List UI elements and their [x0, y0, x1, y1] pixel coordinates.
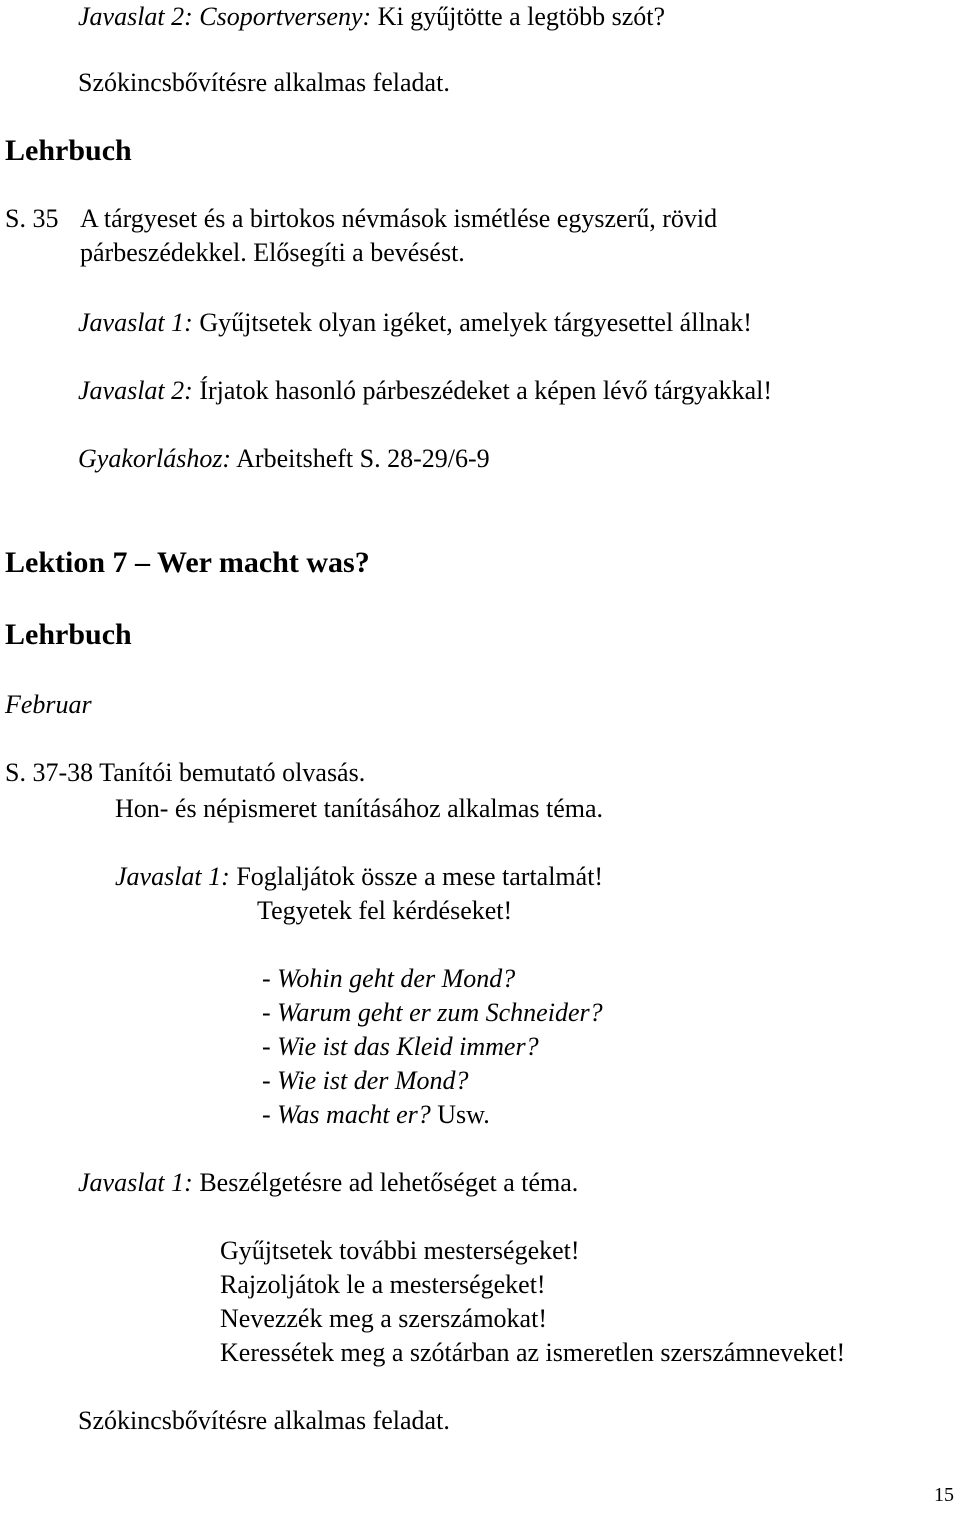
line-gyakorlashoz — [78, 446, 490, 472]
question-item: - Wohin geht der Mond? — [262, 964, 516, 993]
usw: Usw. — [430, 1100, 490, 1129]
line-tegyetek: Tegyetek fel kérdéseket! — [257, 896, 513, 925]
task-item: Rajzoljátok le a mesterségeket! — [220, 1270, 546, 1299]
line-csoportverseny — [78, 4, 665, 30]
question-item: - Warum geht er zum Schneider? — [262, 998, 603, 1027]
line-javaslat-1-foglaljatok — [115, 864, 603, 890]
text: Arbeitsheft S. 28-29/6-9 — [231, 444, 490, 473]
line-javaslat-1-beszelgetes — [78, 1170, 578, 1196]
line-parbeszedekkel: párbeszédekkel. Elősegíti a bevésést. — [80, 238, 465, 267]
month-februar: Februar — [5, 690, 92, 719]
page-number: 15 — [934, 1484, 954, 1506]
line-szokincs-2: Szókincsbővítésre alkalmas feladat. — [78, 1406, 450, 1435]
line-javaslat-2-parbeszed — [78, 378, 772, 404]
text: Írjatok hasonló párbeszédeket a képen lévő tárgyakkal! — [192, 376, 773, 405]
label-gyakorlashoz: Gyakorláshoz: — [78, 444, 232, 473]
heading-lehrbuch-2: Lehrbuch — [5, 618, 132, 651]
label-javaslat-1: Javaslat 1: — [78, 308, 193, 337]
text: Ki gyűjtötte a legtöbb szót? — [371, 2, 666, 31]
label-javaslat-2: Javaslat 2: — [78, 376, 193, 405]
text: Gyűjtsetek olyan igéket, amelyek tárgyesettel állnak! — [192, 308, 752, 337]
question-text: - Was macht er? — [262, 1100, 431, 1129]
line-targyeset: A tárgyeset és a birtokos névmások ismétlése egyszerű, rövid — [80, 204, 718, 233]
task-item: Gyűjtsetek további mesterségeket! — [220, 1236, 580, 1265]
text: Foglaljátok össze a mese tartalmát! — [229, 862, 604, 891]
text: Beszélgetésre ad lehetőséget a téma. — [192, 1168, 579, 1197]
line-szokincs: Szókincsbővítésre alkalmas feladat. — [78, 68, 450, 97]
page-ref-s35: S. 35 — [5, 204, 59, 233]
line-javaslat-1-igek — [78, 310, 752, 336]
task-item: Nevezzék meg a szerszámokat! — [220, 1304, 547, 1333]
question-item — [262, 1102, 490, 1128]
question-item: - Wie ist das Kleid immer? — [262, 1032, 539, 1061]
label-javaslat-2: Javaslat 2: Csoportverseny: — [78, 2, 372, 31]
line-hon-es-nepismeret: Hon- és népismeret tanításához alkalmas téma. — [115, 794, 604, 823]
task-item: Keressétek meg a szótárban az ismeretlen szerszámneveket! — [220, 1338, 846, 1367]
heading-lehrbuch: Lehrbuch — [5, 134, 132, 167]
question-item: - Wie ist der Mond? — [262, 1066, 469, 1095]
label-javaslat-1: Javaslat 1: — [78, 1168, 193, 1197]
heading-lektion-7: Lektion 7 – Wer macht was? — [5, 546, 370, 579]
line-s37-38: S. 37-38 Tanítói bemutató olvasás. — [5, 758, 366, 787]
label-javaslat-1: Javaslat 1: — [115, 862, 230, 891]
